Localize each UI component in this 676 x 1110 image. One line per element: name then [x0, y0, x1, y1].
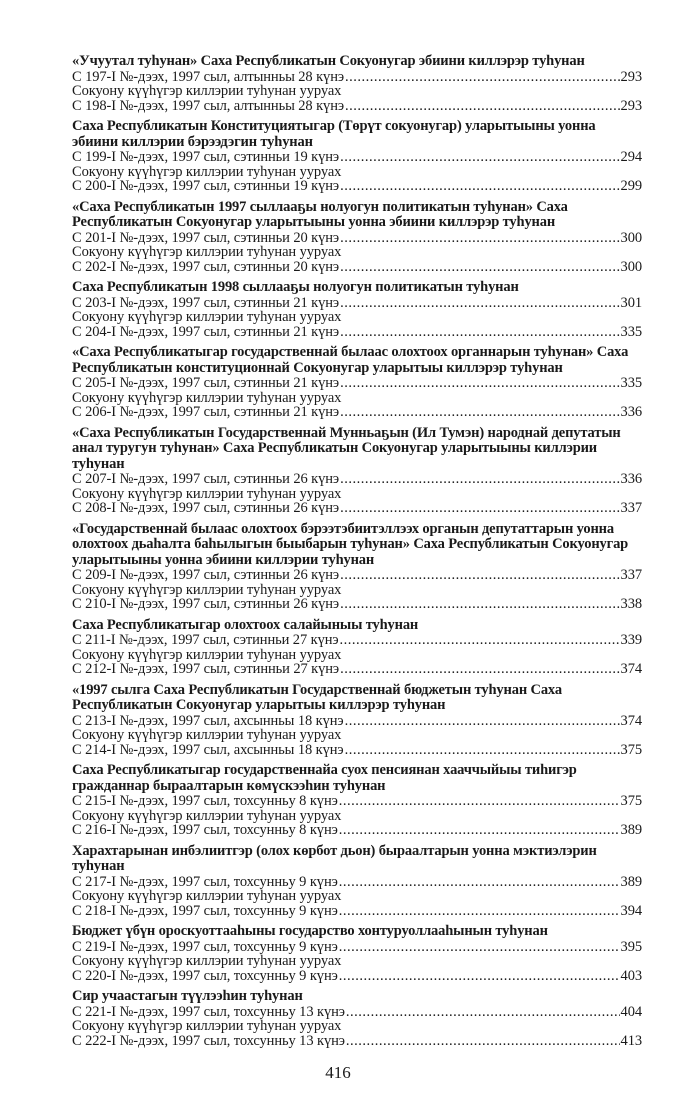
- toc-entry: [72, 683, 642, 758]
- leader-dots: [345, 743, 620, 758]
- toc-entry: [72, 522, 642, 612]
- leader-dots: [340, 150, 619, 165]
- entry-title: «Саха Республикатыгар государственнай былаас олохтоох органнарын туһунан» Саха Республикатын конституционнай Сокуонугар уларытыы киллэрэр туһунан: [72, 344, 629, 376]
- page-ref: 293: [620, 97, 642, 114]
- entry-text: С 208-I №-дээх, 1997 сыл, сэтинньи 26 күнэ: [72, 500, 340, 516]
- entry-text: С 217-I №-дээх, 1997 сыл, тохсунньу 9 күнэ: [72, 873, 338, 890]
- page-number: 416: [325, 1063, 351, 1082]
- toc-entry: [72, 54, 642, 113]
- entry-line: [72, 1034, 642, 1049]
- entry-text: С 211-I №-дээх, 1997 сыл, сэтинньи 27 күнэ: [72, 632, 339, 648]
- leader-dots: [340, 325, 619, 340]
- page-ref: 389: [620, 873, 642, 890]
- entry-line: [72, 1005, 642, 1020]
- entry-text: С 203-I №-дээх, 1997 сыл, сэтинньи 21 күнэ: [72, 294, 340, 311]
- entry-subtitle: Сокуону күүһүгэр киллэрии туһунан ууруах: [72, 953, 342, 969]
- entry-text: С 200-I №-дээх, 1997 сыл, сэтинньи 19 күнэ: [72, 178, 340, 194]
- toc-entry: [72, 924, 642, 983]
- page-ref: 337: [620, 500, 642, 516]
- leader-dots: [339, 823, 620, 838]
- entry-subtitle: Сокуону күүһүгэр киллэрии туһунан ууруах: [72, 389, 342, 406]
- leader-dots: [340, 296, 619, 311]
- entry-line: [72, 875, 642, 890]
- entry-line: [72, 405, 642, 420]
- page-ref: 338: [620, 596, 642, 612]
- entry-subtitle: Сокуону күүһүгэр киллэрии туһунан ууруах: [72, 888, 342, 904]
- entry-subtitle: Сокуону күүһүгэр киллэрии туһунан ууруах: [72, 646, 342, 663]
- entry-text: С 215-I №-дээх, 1997 сыл, тохсунньу 8 күнэ: [72, 793, 338, 809]
- entry-title: Сир учаастагын түүлээһин туһунан: [72, 988, 303, 1004]
- entry-line: [72, 904, 642, 919]
- entry-line: [72, 969, 642, 984]
- entry-text: С 205-I №-дээх, 1997 сыл, сэтинньи 21 күнэ: [72, 375, 340, 391]
- leader-dots: [340, 597, 619, 612]
- toc-entry: [72, 426, 642, 516]
- entry-line: [72, 823, 642, 838]
- page-ref: 294: [620, 149, 642, 165]
- leader-dots: [340, 662, 619, 677]
- toc-entry: [72, 618, 642, 677]
- entry-line: [72, 150, 642, 165]
- leader-dots: [339, 904, 620, 919]
- entry-line: [72, 714, 642, 729]
- entry-line: [72, 743, 642, 758]
- entry-text: С 213-I №-дээх, 1997 сыл, ахсынньы 18 күнэ: [72, 712, 344, 729]
- leader-dots: [345, 99, 620, 114]
- leader-dots: [340, 472, 619, 487]
- leader-dots: [346, 1034, 620, 1049]
- entry-line: [72, 70, 642, 85]
- page-ref: 335: [620, 375, 642, 391]
- entry-text: С 216-I №-дээх, 1997 сыл, тохсунньу 8 күнэ: [72, 822, 338, 838]
- entry-text: С 204-I №-дээх, 1997 сыл, сэтинньи 21 күнэ: [72, 323, 340, 340]
- entry-line: [72, 296, 642, 311]
- entry-title: Саха Республикатыгар олохтоох салайыныы туһунан: [72, 616, 419, 633]
- toc-entry: [72, 345, 642, 420]
- entry-text: С 221-I №-дээх, 1997 сыл, тохсунньу 13 күнэ: [72, 1003, 345, 1020]
- leader-dots: [339, 940, 620, 955]
- toc-entry: [72, 119, 642, 194]
- page-ref: 301: [620, 294, 642, 311]
- toc-entry: [72, 989, 642, 1048]
- toc-entry: [72, 844, 642, 919]
- leader-dots: [340, 376, 619, 391]
- leader-dots: [340, 405, 619, 420]
- page-ref: 403: [620, 967, 642, 984]
- page-ref: 395: [620, 938, 642, 955]
- entry-title: Харахтарынан инбэлиитгэр (олох көрбот дьон) быраалтарын уонна мэктиэлэрин туһунан: [72, 842, 597, 874]
- entry-title: Бюджет үбүн ороскуоттааһыны государство хонтуруоллааһынын туһунан: [72, 923, 548, 939]
- leader-dots: [345, 714, 620, 729]
- entry-text: С 206-I №-дээх, 1997 сыл, сэтинньи 21 күнэ: [72, 404, 340, 420]
- entry-text: С 202-I №-дээх, 1997 сыл, сэтинньи 20 күнэ: [72, 258, 340, 275]
- entry-line: [72, 376, 642, 391]
- entry-title: Саха Республикатын 1998 сыллааҕы нолуогун политикатын туһунан: [72, 279, 519, 295]
- entry-line: [72, 597, 642, 612]
- page-ref: 375: [620, 793, 642, 809]
- page-ref: 300: [620, 258, 642, 275]
- page-ref: 293: [620, 68, 642, 85]
- leader-dots: [340, 501, 619, 516]
- entry-text: С 220-I №-дээх, 1997 сыл, тохсунньу 9 күнэ: [72, 967, 338, 984]
- page-ref: 374: [620, 661, 642, 677]
- entry-subtitle: Сокуону күүһүгэр киллэрии туһунан ууруах: [72, 1018, 342, 1034]
- entry-line: [72, 633, 642, 648]
- entry-subtitle: Сокуону күүһүгэр киллэрии туһунан ууруах: [72, 485, 342, 502]
- page-ref: 413: [620, 1032, 642, 1049]
- page-ref: 404: [620, 1003, 642, 1020]
- entry-line: [72, 568, 642, 583]
- toc-entry: [72, 763, 642, 838]
- entry-line: [72, 325, 642, 340]
- entry-text: С 214-I №-дээх, 1997 сыл, ахсынньы 18 күнэ: [72, 741, 344, 758]
- entry-subtitle: Сокуону күүһүгэр киллэрии туһунан ууруах: [72, 309, 342, 325]
- entry-text: С 212-I №-дээх, 1997 сыл, сэтинньи 27 күнэ: [72, 661, 340, 677]
- leader-dots: [346, 1005, 620, 1020]
- table-of-contents: [72, 54, 642, 1054]
- entry-subtitle: Сокуону күүһүгэр киллэрии туһунан ууруах: [72, 244, 342, 260]
- entry-text: С 197-I №-дээх, 1997 сыл, алтынньы 28 күнэ: [72, 68, 344, 85]
- entry-subtitle: Сокуону күүһүгэр киллэрии туһунан ууруах: [72, 727, 342, 743]
- entry-text: С 198-I №-дээх, 1997 сыл, алтынньы 28 күнэ: [72, 97, 344, 114]
- leader-dots: [339, 794, 620, 809]
- page-ref: 336: [620, 471, 642, 487]
- entry-title: «Саха Республикатын Государственнай Мунньаҕын (Ил Тумэн) народнай депутатын анал туругун туһунан» Саха Республикатын Сокуонугар уларытыыны киллэрии туһунан: [72, 424, 621, 472]
- entry-title: «Учуутал туһунан» Саха Республикатын Сокуонугар эбиини киллэрэр туһунан: [72, 53, 585, 69]
- entry-line: [72, 662, 642, 677]
- entry-text: С 218-I №-дээх, 1997 сыл, тохсунньу 9 күнэ: [72, 902, 338, 919]
- leader-dots: [340, 568, 619, 583]
- entry-title: «Саха Республикатын 1997 сыллааҕы нолуогун политикатын туһунан» Саха Республикатын Сокуонугар уларытыыны уонна эбиини киллэрэр туһунан: [72, 198, 568, 230]
- leader-dots: [340, 179, 619, 194]
- entry-line: [72, 231, 642, 246]
- entry-text: С 222-I №-дээх, 1997 сыл, тохсунньу 13 күнэ: [72, 1032, 345, 1049]
- entry-line: [72, 940, 642, 955]
- leader-dots: [339, 875, 620, 890]
- leader-dots: [340, 231, 619, 246]
- entry-title: Саха Республикатыгар государственнайа суох пенсиянан хааччыйыы тиһигэр гражданнар быраалтарын көмүскээһин туһунан: [72, 762, 577, 794]
- leader-dots: [339, 969, 620, 984]
- entry-text: С 199-I №-дээх, 1997 сыл, сэтинньи 19 күнэ: [72, 149, 340, 165]
- page-ref: 339: [620, 632, 642, 648]
- entry-subtitle: Сокуону күүһүгэр киллэрии туһунан ууруах: [72, 83, 342, 99]
- page-ref: 300: [620, 229, 642, 246]
- entry-line: [72, 501, 642, 516]
- page-ref: 394: [620, 902, 642, 919]
- entry-text: С 201-I №-дээх, 1997 сыл, сэтинньи 20 күнэ: [72, 229, 340, 246]
- page-ref: 335: [620, 323, 642, 340]
- entry-text: С 219-I №-дээх, 1997 сыл, тохсунньу 9 күнэ: [72, 938, 338, 955]
- entry-line: [72, 179, 642, 194]
- page-ref: 337: [620, 567, 642, 583]
- entry-line: [72, 472, 642, 487]
- page-ref: 374: [620, 712, 642, 729]
- leader-dots: [345, 70, 620, 85]
- entry-title: «1997 сылга Саха Республикатын Государственнай бюджетын туһунан Саха Республикатын Сокуонугар уларытыы киллэрэр туһунан: [72, 681, 562, 713]
- entry-line: [72, 99, 642, 114]
- entry-subtitle: Сокуону күүһүгэр киллэрии туһунан ууруах: [72, 807, 342, 824]
- leader-dots: [340, 260, 619, 275]
- page-ref: 389: [620, 822, 642, 838]
- page-ref: 336: [620, 404, 642, 420]
- entry-subtitle: Сокуону күүһүгэр киллэрии туһунан ууруах: [72, 581, 342, 598]
- page-ref: 299: [620, 178, 642, 194]
- entry-text: С 209-I №-дээх, 1997 сыл, сэтинньи 26 күнэ: [72, 567, 340, 583]
- entry-line: [72, 794, 642, 809]
- entry-line: [72, 260, 642, 275]
- entry-text: С 210-I №-дээх, 1997 сыл, сэтинньи 26 күнэ: [72, 596, 340, 612]
- entry-title: Саха Республикатын Конституциятыгар (Төрүт сокуонугар) уларытыыны уонна эбиини киллэрии бэрээдэгин туһунан: [72, 118, 596, 150]
- page-ref: 375: [620, 741, 642, 758]
- toc-entry: [72, 200, 642, 275]
- leader-dots: [340, 633, 620, 648]
- toc-entry: [72, 280, 642, 339]
- entry-text: С 207-I №-дээх, 1997 сыл, сэтинньи 26 күнэ: [72, 471, 340, 487]
- entry-title: «Государственнай былаас олохтоох бэрээтэбиитэллээх органын депутаттарын уонна олохтоох дьаһалта баһылыгын быыбарын туһунан» Саха Республикатын Сокуонугар уларытыыны уонна эбиини киллэрии туһунан: [72, 520, 629, 568]
- entry-subtitle: Сокуону күүһүгэр киллэрии туһунан ууруах: [72, 163, 342, 180]
